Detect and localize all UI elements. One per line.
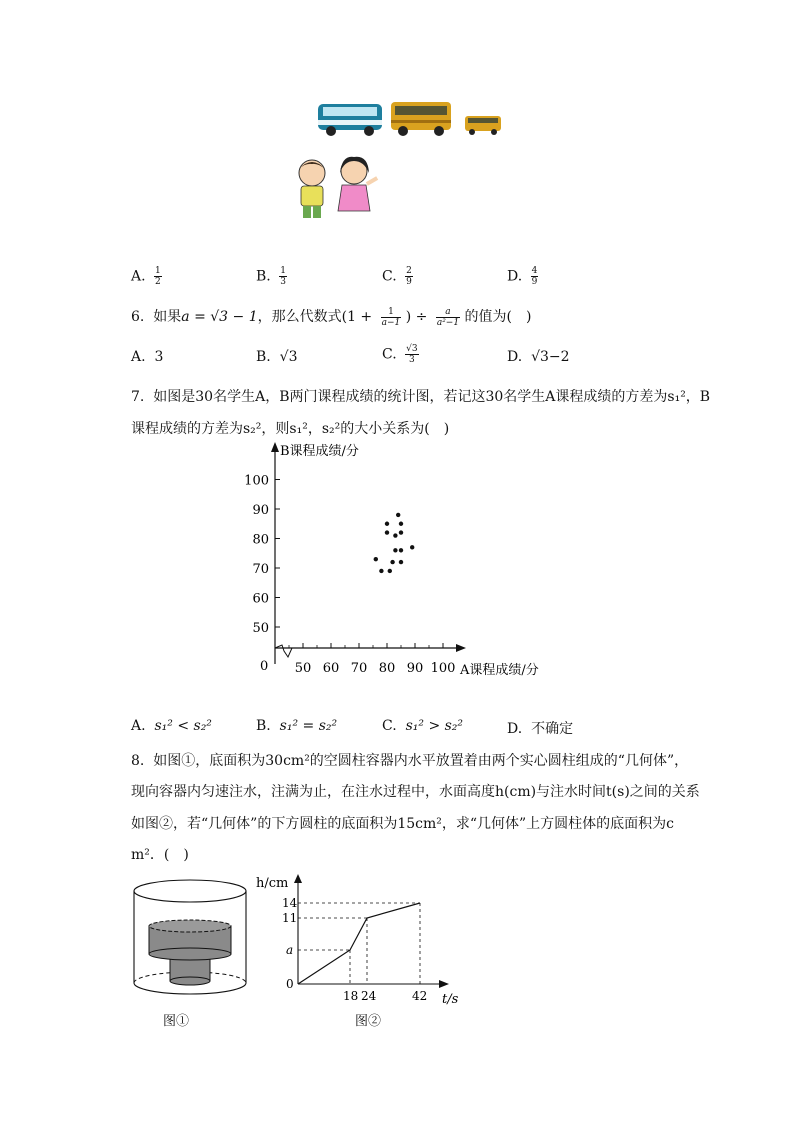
children-icon — [292, 155, 387, 220]
data-point — [385, 530, 389, 534]
data-point — [399, 548, 403, 552]
x-tick-label: 80 — [378, 661, 396, 676]
q7-option-a[interactable]: A. s₁² < s₂² — [131, 718, 212, 734]
data-point — [410, 545, 414, 549]
fraction: $\frac{2}{9}$ — [406, 266, 412, 287]
scatter-chart — [238, 438, 558, 688]
fraction: $\frac{a}{\text{a²−1}}$ — [436, 306, 460, 328]
tick-42: 42 — [412, 989, 428, 1003]
y-axis-arrow-icon — [271, 442, 279, 452]
q6-option-b[interactable]: B. √3 — [256, 349, 298, 365]
data-point — [385, 522, 389, 526]
x-axis-label: A课程成绩/分 — [460, 663, 539, 678]
data-point — [390, 560, 394, 564]
q7-option-b[interactable]: B. s₁² = s₂² — [256, 718, 338, 734]
data-point — [379, 569, 383, 573]
y-tick-label: 70 — [252, 562, 269, 577]
q7-stem-line2: 课程成绩的方差为s₂²，则s₁²，s₂²的大小关系为( ) — [131, 421, 450, 437]
q5-option-a[interactable]: A. $\frac{1}{2}$ — [131, 266, 161, 287]
data-point — [374, 557, 378, 561]
figure-1-cylinder — [130, 878, 250, 1003]
q6-option-a[interactable]: A. 3 — [131, 349, 164, 365]
data-point — [393, 533, 397, 537]
scatter-plot-svg — [238, 438, 558, 688]
axis-break-icon — [275, 645, 292, 657]
x-axis-arrow-icon — [456, 644, 466, 652]
y-tick-label: 50 — [252, 621, 269, 636]
fraction: $\frac{√3}{3}$ — [406, 344, 418, 365]
t-axis-arrow-icon — [439, 980, 449, 988]
figure-2-graph — [252, 870, 462, 1005]
q8-stem-line4: m²．( ) — [131, 847, 189, 863]
tick-11: 11 — [282, 911, 298, 925]
q6-option-d[interactable]: D. √3−2 — [507, 349, 570, 365]
q6-stem: 6. 如果a = √3 − 1，那么代数式(1 + $\frac{1}{a-1}$ ) ÷ $\frac{a}{\text{a²−1}}$ 的值为( ) — [131, 306, 532, 328]
q6-option-c[interactable]: C. $\frac{√3}{3}$ — [382, 344, 418, 365]
data-point — [393, 548, 397, 552]
data-point — [399, 560, 403, 564]
x-tick-label: 90 — [406, 661, 424, 676]
h-axis-label: h/cm — [256, 876, 289, 891]
children-illustration — [292, 155, 387, 220]
q7-stem-line1: 7. 如图是30名学生A，B两门课程成绩的统计图，若记这30名学生A课程成绩的方差为s₁²，B — [131, 389, 711, 405]
data-point — [396, 513, 400, 517]
water-height-line — [298, 903, 420, 984]
y-tick-label: 100 — [244, 473, 269, 489]
bus-illustration — [315, 96, 505, 140]
q5-option-d[interactable]: D. $\frac{4}{9}$ — [507, 266, 538, 287]
q7-option-c[interactable]: C. s₁² > s₂² — [382, 718, 464, 734]
tick-a: a — [286, 943, 294, 957]
q8-stem-line1: 8. 如图①，底面积为30cm²的空圆柱容器内水平放置着由两个实心圆柱组成的“几何体”， — [131, 753, 689, 769]
fraction: $\frac{1}{a-1}$ — [381, 306, 401, 328]
data-point — [399, 522, 403, 526]
cylinder-icon — [130, 878, 250, 1003]
y-axis-label: B课程成绩/分 — [280, 444, 359, 459]
tick-18: 18 — [343, 989, 359, 1003]
bus-small-icon — [465, 116, 501, 135]
tick-0: 0 — [286, 977, 294, 991]
ht-graph-svg — [252, 870, 462, 1005]
bus-icons — [315, 96, 505, 140]
y-tick-label: 60 — [252, 591, 269, 607]
q7-option-d[interactable]: D. 不确定 — [507, 721, 574, 737]
data-point — [399, 530, 403, 534]
bus-blue-icon — [318, 104, 382, 136]
tick-24: 24 — [361, 989, 377, 1003]
y-tick-label: 80 — [252, 532, 269, 548]
q8-stem-line2: 现向容器内匀速注水，注满为止，在注水过程中，水面高度h(cm)与注水时间t(s)之间的关系 — [131, 784, 700, 800]
x-tick-label: 70 — [350, 661, 368, 676]
figure-2-caption: 图② — [355, 1014, 382, 1029]
tick-14: 14 — [282, 896, 298, 910]
h-axis-arrow-icon — [294, 874, 302, 883]
bus-yellow-icon — [391, 102, 451, 136]
x-tick-label: 50 — [294, 661, 312, 676]
y-tick-label: 90 — [252, 503, 269, 518]
boy-icon — [299, 160, 325, 218]
q5-option-b[interactable]: B. $\frac{1}{3}$ — [256, 266, 286, 287]
data-point — [388, 569, 392, 573]
origin-label: 0 — [260, 659, 269, 674]
q5-option-c[interactable]: C. $\frac{2}{9}$ — [382, 266, 412, 287]
fraction: $\frac{4}{9}$ — [531, 266, 538, 287]
fraction: $\frac{1}{2}$ — [155, 266, 161, 287]
fraction: $\frac{1}{3}$ — [280, 266, 286, 287]
figure-1-caption: 图① — [163, 1014, 190, 1029]
x-tick-label: 100 — [430, 661, 456, 676]
q8-stem-line3: 如图②，若“几何体”的下方圆柱的底面积为15cm²，求“几何体”上方圆柱体的底面积为c — [131, 816, 675, 832]
t-axis-label: t/s — [442, 992, 459, 1005]
girl-icon — [338, 157, 378, 211]
x-tick-label: 60 — [322, 661, 340, 676]
